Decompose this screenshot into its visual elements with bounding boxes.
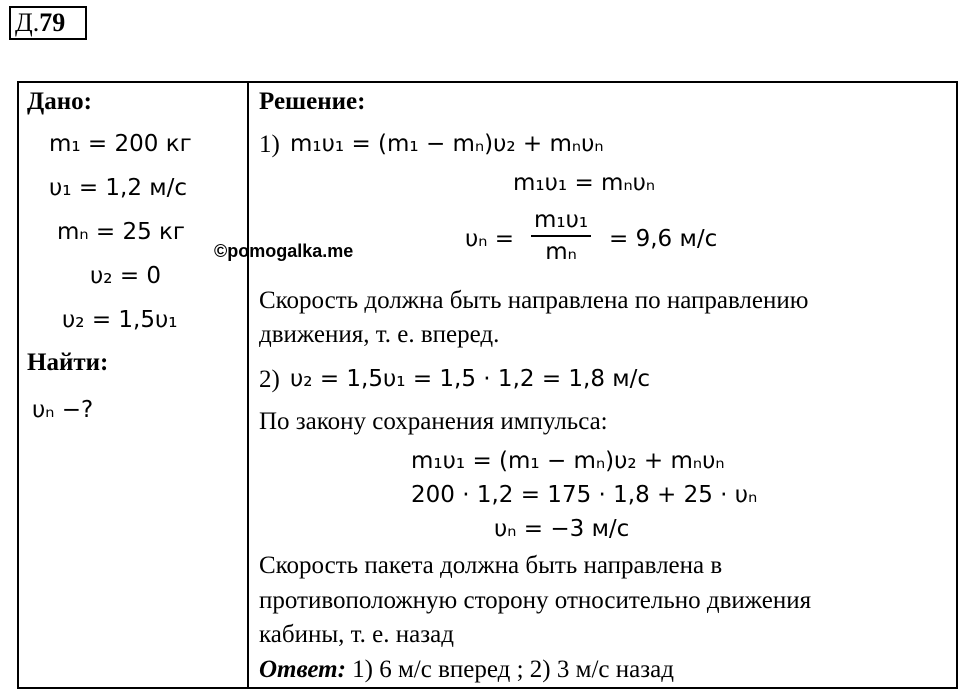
given-line-2: υ₁ = 1,2 м/с <box>49 175 188 201</box>
answer-text: 1) 6 м/с вперед ; 2) 3 м/с назад <box>352 656 674 683</box>
given-heading: Дано: <box>27 88 92 115</box>
given-line-1: m₁ = 200 кг <box>49 131 192 157</box>
solution-heading: Решение: <box>259 88 366 115</box>
text-3-line-3: кабины, т. е. назад <box>259 621 454 648</box>
equation-6: 200 · 1,2 = 175 · 1,8 + 25 · υₙ <box>411 482 758 508</box>
equation-3-right: = 9,6 м/с <box>609 226 718 252</box>
text-3-line-2: противоположную сторону относительно движения <box>259 587 812 614</box>
equation-5: m₁υ₁ = (m₁ − mₙ)υ₂ + mₙυₙ <box>411 448 725 474</box>
text-1-line-2: движения, т. е. вперед. <box>259 321 500 348</box>
task-number-label <box>9 6 87 40</box>
text-3-line-1: Скорость пакета должна быть направлена в <box>259 552 723 579</box>
fraction-denominator: mₙ <box>545 239 577 265</box>
equation-3-left: υₙ = <box>465 226 515 252</box>
given-line-4: υ₂ = 0 <box>90 263 162 289</box>
answer-line <box>259 656 674 684</box>
text-2: По закону сохранения импульса: <box>259 408 608 435</box>
equation-1: m₁υ₁ = (m₁ − mₙ)υ₂ + mₙυₙ <box>290 131 604 157</box>
answer-label: Ответ: <box>259 656 346 683</box>
watermark: ©pomogalka.me <box>214 241 354 261</box>
step-2-number: 2) <box>259 366 280 393</box>
equation-2: m₁υ₁ = mₙυₙ <box>513 170 656 196</box>
given-line-5: υ₂ = 1,5υ₁ <box>62 307 178 333</box>
equation-4: υ₂ = 1,5υ₁ = 1,5 · 1,2 = 1,8 м/с <box>290 366 651 392</box>
given-line-3: mₙ = 25 кг <box>57 219 186 245</box>
equation-7: υₙ = −3 м/с <box>494 516 630 542</box>
find-value: υₙ −? <box>32 397 94 423</box>
task-number: 79 <box>39 8 66 37</box>
fraction-numerator: m₁υ₁ <box>531 205 591 237</box>
task-prefix: Д. <box>15 8 40 37</box>
equation-3-fraction <box>531 205 591 267</box>
text-1-line-1: Скорость должна быть направлена по направлению <box>259 287 809 314</box>
step-1-number: 1) <box>259 131 280 158</box>
find-heading: Найти: <box>27 349 109 376</box>
column-divider <box>247 81 249 689</box>
